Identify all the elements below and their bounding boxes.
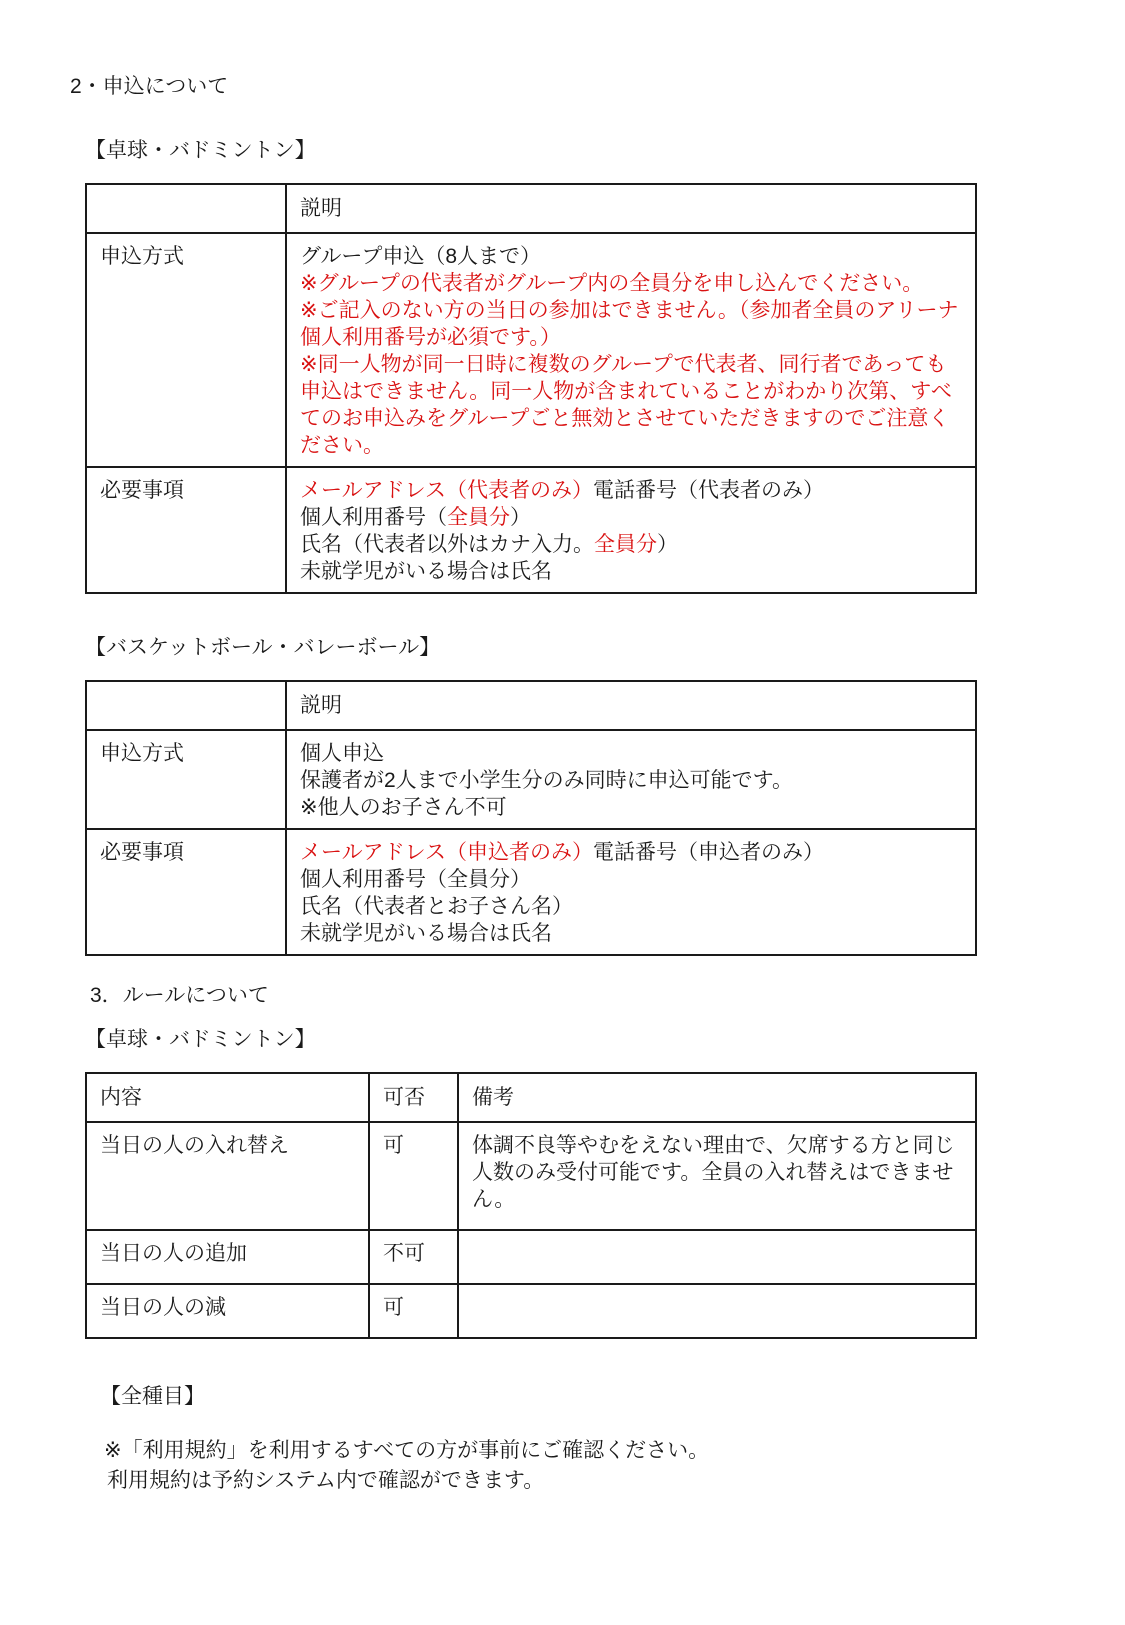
rule-allowed: 可 [369,1122,458,1230]
table-row-apply-method [86,233,976,467]
group-title-table-tennis-badminton-rules: 【卓球・バドミントン】 [85,1028,316,1051]
section-heading-apply: 2・申込について [70,75,229,98]
content-line [300,270,962,297]
content-line [300,794,962,821]
row-content [286,829,976,955]
rule-note [458,1284,976,1338]
content-line [300,767,962,794]
text-segment: 未就学児がいる場合は氏名 [300,560,552,583]
text-segment: メールアドレス（代表者のみ） [300,479,593,502]
table-row-swap [86,1122,976,1230]
rules-table [85,1072,977,1339]
rule-note [458,1230,976,1284]
text-segment: ※他人のお子さん不可 [300,796,507,819]
rule-note: 体調不良等やむをえない理由で、欠席する方と同じ人数のみ受付可能です。全員の入れ替えはできません。 [458,1122,976,1230]
apply-table-basketball-volleyball [85,680,977,956]
text-segment: 電話番号（申込者のみ） [592,841,824,864]
text-segment: 氏名（代表者以外はカナ入力。 [300,533,594,556]
header-cell-description: 説明 [286,184,976,233]
apply-table-table-tennis-badminton [85,183,977,594]
rule-allowed: 可 [369,1284,458,1338]
rule-item: 当日の人の追加 [86,1230,369,1284]
text-segment: 全員分 [594,533,657,556]
table-row-reduce [86,1284,976,1338]
content-line [300,866,962,893]
header-cell-item: 内容 [86,1073,369,1122]
rule-allowed: 不可 [369,1230,458,1284]
text-segment: ） [510,506,531,529]
table-row-apply-method [86,730,976,829]
header-cell-note: 備考 [458,1073,976,1122]
content-line [300,893,962,920]
text-segment: 氏名（代表者とお子さん名） [300,895,573,918]
text-segment: グループ申込（8人まで） [300,245,541,268]
content-line [300,920,962,947]
row-content [286,730,976,829]
text-segment: 電話番号（代表者のみ） [592,479,824,502]
text-segment: ※グループの代表者がグループ内の全員分を申し込んでください。 [300,272,924,295]
text-segment: 個人利用番号（全員分） [300,868,531,891]
group-title-all-events: 【全種目】 [100,1385,205,1408]
content-line [300,839,962,866]
row-label: 必要事項 [86,829,286,955]
text-segment: 全員分 [447,506,510,529]
row-content [286,233,976,467]
content-line [300,558,962,585]
content-line [300,243,962,270]
rule-item: 当日の人の減 [86,1284,369,1338]
section-heading-rules: 3．ルールについて [90,984,269,1007]
content-line [300,297,962,351]
text-segment: ） [657,533,678,556]
footnote-terms-line1: ※「利用規約」を利用するすべての方が事前にご確認ください。 [104,1439,710,1462]
row-label: 必要事項 [86,467,286,593]
text-segment: メールアドレス（申込者のみ） [300,841,593,864]
text-segment: ※ご記入のない方の当日の参加はできません。（参加者全員のアリーナ個人利用番号が必須です。） [300,299,959,349]
row-content [286,467,976,593]
content-line [300,477,962,504]
content-line [300,351,962,459]
header-cell-empty [86,681,286,730]
content-line [300,531,962,558]
table-header-row [86,681,976,730]
text-segment: 個人利用番号（ [300,506,447,529]
header-cell-allowed: 可否 [369,1073,458,1122]
text-segment: 個人申込 [300,742,384,765]
text-segment: ※同一人物が同一日時に複数のグループで代表者、同行者であっても申込はできません。同一人物が含まれていることがわかり次第、すべてのお申込みをグループごと無効とさせていただきますのでご注意ください。 [300,353,952,457]
text-segment: 保護者が2人まで小学生分のみ同時に申込可能です。 [300,769,793,792]
header-cell-empty [86,184,286,233]
row-label: 申込方式 [86,730,286,829]
text-segment: 未就学児がいる場合は氏名 [300,922,552,945]
rule-item: 当日の人の入れ替え [86,1122,369,1230]
table-header-row [86,1073,976,1122]
table-row-required-items [86,467,976,593]
content-line [300,504,962,531]
content-line [300,740,962,767]
header-cell-description: 説明 [286,681,976,730]
table-header-row [86,184,976,233]
table-row-add [86,1230,976,1284]
table-row-required-items [86,829,976,955]
group-title-basketball-volleyball-apply: 【バスケットボール・バレーボール】 [85,636,441,659]
group-title-table-tennis-badminton-apply: 【卓球・バドミントン】 [85,139,316,162]
row-label: 申込方式 [86,233,286,467]
footnote-terms-line2: 利用規約は予約システム内で確認ができます。 [107,1469,545,1492]
